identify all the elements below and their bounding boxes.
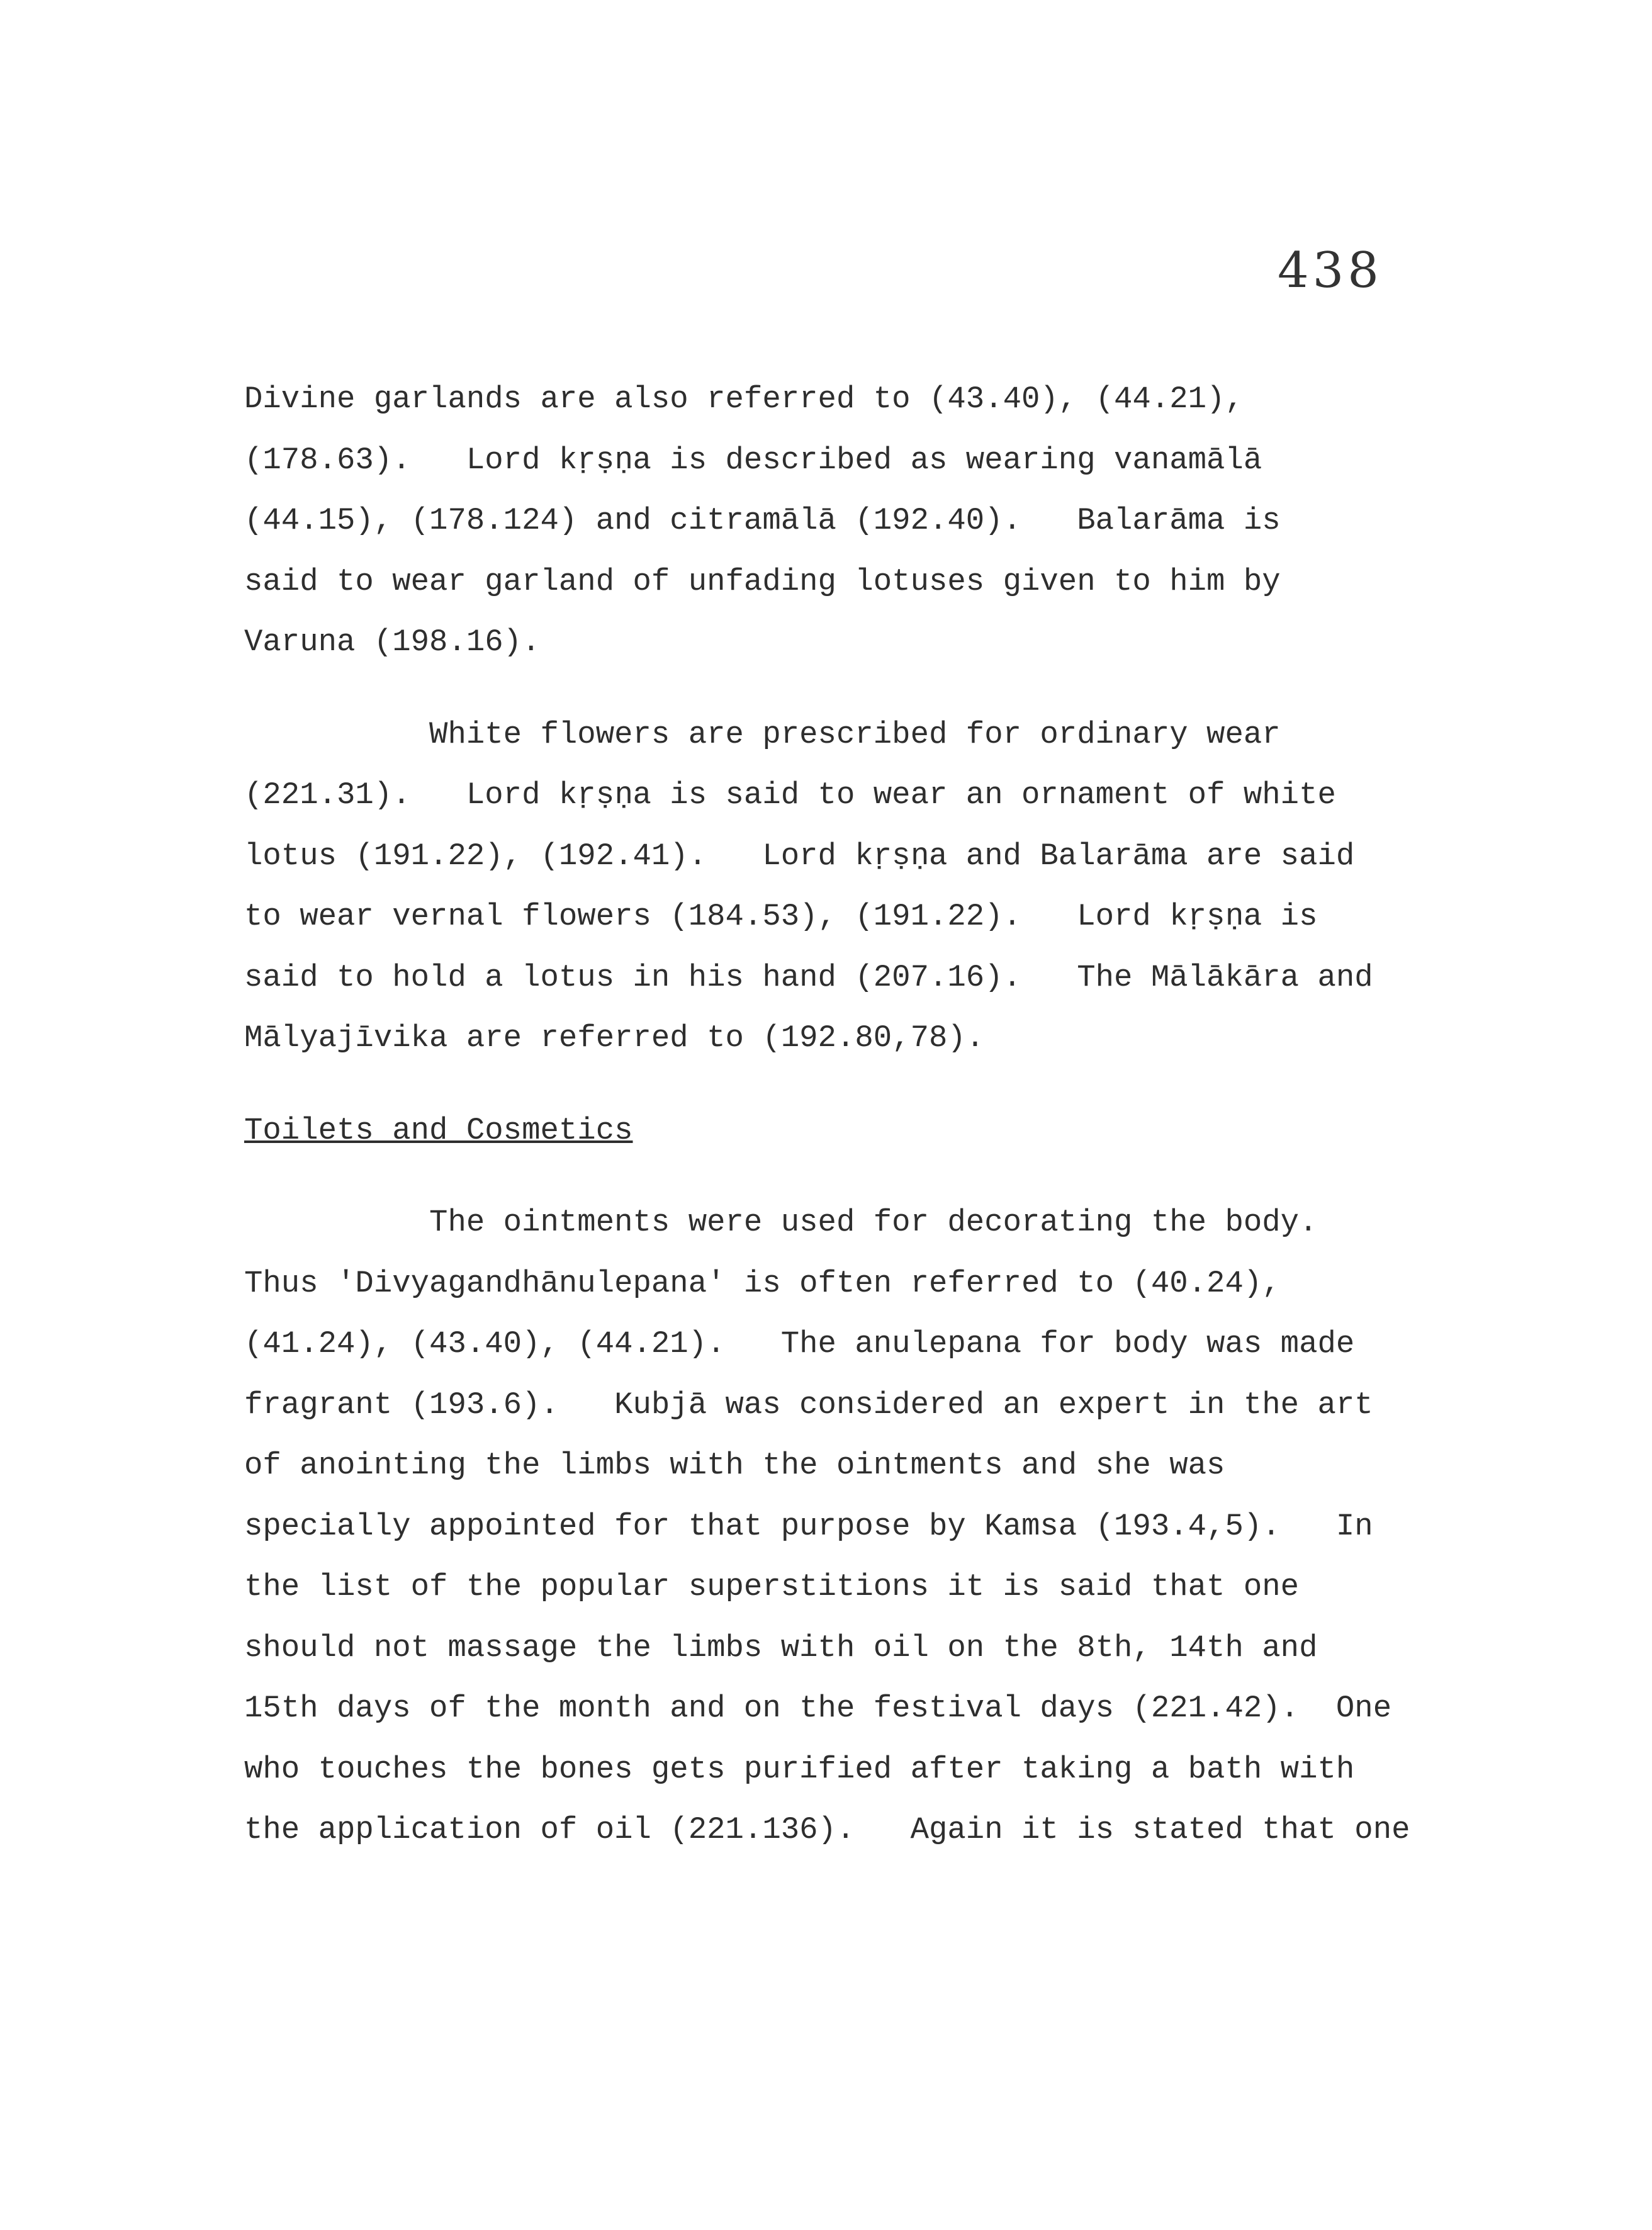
paragraph-garlands bbox=[244, 369, 1410, 673]
page-number: 438 bbox=[1278, 242, 1383, 299]
text-line: lotus (191.22), (192.41). Lord kṛṣṇa and Balarāma are said bbox=[244, 838, 1355, 874]
text-line: (178.63). Lord kṛṣṇa is described as wearing vanamālā bbox=[244, 442, 1262, 478]
text-line: should not massage the limbs with oil on the 8th, 14th and bbox=[244, 1630, 1318, 1665]
text-line: Divine garlands are also referred to (43.40), (44.21), bbox=[244, 381, 1244, 417]
text-line: (44.15), (178.124) and citramālā (192.40). Balarāma is bbox=[244, 503, 1281, 538]
text-line: (41.24), (43.40), (44.21). The anulepana for body was made bbox=[244, 1326, 1355, 1361]
text-line: (221.31). Lord kṛṣṇa is said to wear an ornament of white bbox=[244, 777, 1336, 813]
text-line: said to wear garland of unfading lotuses given to him by bbox=[244, 563, 1281, 599]
section-heading: Toilets and Cosmetics bbox=[244, 1112, 633, 1148]
text-line: 15th days of the month and on the festival days (221.42). One bbox=[244, 1691, 1392, 1726]
text-line: to wear vernal flowers (184.53), (191.22). Lord kṛṣṇa is bbox=[244, 899, 1318, 934]
text-line: of anointing the limbs with the ointments and she was bbox=[244, 1448, 1225, 1483]
text-line: Varuna (198.16). bbox=[244, 624, 541, 660]
text-line: fragrant (193.6). Kubjā was considered an expert in the art bbox=[244, 1387, 1373, 1422]
text-line: White flowers are prescribed for ordinary wear bbox=[429, 716, 1281, 752]
text-line: the application of oil (221.136). Again it is stated that one bbox=[244, 1812, 1410, 1847]
text-line: the list of the popular superstitions it is said that one bbox=[244, 1569, 1300, 1604]
text-line: The ointments were used for decorating the body. bbox=[429, 1205, 1318, 1240]
text-line: Thus 'Divyagandhānulepana' is often referred to (40.24), bbox=[244, 1265, 1281, 1301]
text-line: specially appointed for that purpose by Kamsa (193.4,5). In bbox=[244, 1508, 1373, 1544]
text-line: said to hold a lotus in his hand (207.16). The Mālākāra and bbox=[244, 959, 1373, 995]
body-text bbox=[244, 369, 1410, 1861]
paragraph-ointments bbox=[244, 1192, 1410, 1861]
paragraph-flowers bbox=[244, 704, 1410, 1069]
text-line: Mālyajīvika are referred to (192.80,78). bbox=[244, 1020, 985, 1056]
text-line: who touches the bones gets purified after taking a bath with bbox=[244, 1751, 1355, 1787]
